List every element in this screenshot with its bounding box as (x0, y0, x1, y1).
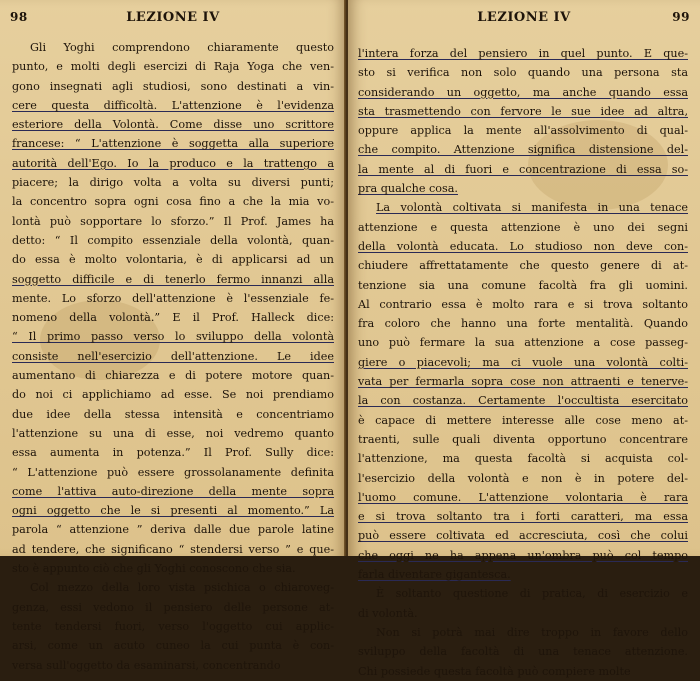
text-line: pra qualche cosa. (358, 182, 458, 196)
text-line: l'uomo comune. L'attenzione volontaria è rara (358, 490, 688, 504)
text-line: autorità dell'Ego. Io la produco e la trattengo a (12, 156, 334, 170)
text-line: Chi possiede questa facoltà può compiere molte (358, 664, 631, 678)
text-line: cere questa difficoltà. L'attenzione è l'evidenza (12, 98, 334, 112)
text-line: nomeno della volontà.” E il Prof. Halleck dice: (12, 311, 334, 325)
text-line: gono insegnati agli studiosi, sono destinati a vin- (12, 79, 334, 93)
text-line: La volontà coltivata si manifesta in una tenace (376, 201, 688, 215)
text-line: lontà può sopportare lo sforzo.” Il Prof. James ha (12, 214, 334, 228)
text-line: soggetto difficile e di tenerlo fermo innanzi alla (12, 272, 334, 286)
text-line: ad tendere, che significano “ stendersi verso ” e que- (12, 542, 334, 556)
text-line: ogni oggetto che le si presenti al momento.” La (12, 504, 334, 518)
text-line: Al contrario essa è molto rara e si trova soltanto (358, 297, 688, 311)
left-page-number: 98 (10, 10, 28, 24)
text-line: tente tendersi fuori, verso l'oggetto cui applic- (12, 619, 334, 633)
text-line: e si trova soltanto tra i forti caratteri, ma essa (358, 510, 688, 524)
text-line: aumentano di chiarezza e di potere motore quan- (12, 369, 334, 383)
text-line: come l'attiva auto-direzione della mente sopra (12, 484, 334, 498)
text-line: tenzione sia una comune facoltà fra gli uomini. (358, 278, 688, 292)
text-line: arsi, come un acuto cuneo la cui punta è con- (12, 639, 334, 653)
left-page-header (0, 10, 346, 28)
text-line: di volontà. (358, 606, 418, 620)
text-line: francese: “ L'attenzione è soggetta alla superiore (12, 137, 334, 151)
text-line: l'attenzione su una di esse, noi vedremo quanto (12, 426, 334, 440)
text-line: chiudere affrettatamente che questo genere di at- (358, 259, 688, 273)
left-page-title: LEZIONE IV (126, 10, 220, 25)
text-line: l'esercizio della volontà e non è in potere del- (358, 471, 688, 485)
text-line: traenti, sulle quali diventa opportuno concentrare (358, 432, 688, 446)
text-line: detto: “ Il compito essenziale della volontà, quan- (12, 233, 334, 247)
text-line: essa aumenta in potenza.” Il Prof. Sully dice: (12, 446, 334, 460)
text-line: la con costanza. Certamente l'occultista esercitato (358, 394, 688, 408)
right-page (348, 0, 700, 678)
text-line: l'intera forza del pensiero in quel punto. E que- (358, 47, 688, 60)
right-page-title: LEZIONE IV (477, 10, 571, 25)
text-line: mente. Lo sforzo dell'attenzione è l'essenziale fe- (12, 291, 334, 305)
text-line: do essa è molto volontaria, è di applicarsi ad un (12, 253, 334, 267)
text-line: vata per fermarla sopra cose non attraenti e tenerve- (358, 375, 688, 389)
text-line: fra coloro che hanno una forte mentalità. Quando (358, 317, 688, 331)
text-line: può essere coltivata ed accresciuta, così che colui (358, 529, 688, 543)
text-line: esteriore della Volontà. Come disse uno scrittore (12, 118, 334, 132)
text-line: versa sull'oggetto da esaminarsi, concentrando (12, 658, 281, 672)
text-line: che compito. Attenzione significa distensione del- (358, 143, 688, 157)
text-line: della volontà educata. Lo studioso non deve con- (358, 239, 688, 253)
text-line: punto, e molti degli esercizi di Raja Yoga che ven- (12, 60, 334, 74)
right-page-number: 99 (672, 10, 690, 24)
text-line: piacere; la dirigo volta a volta su diversi punti; (12, 176, 334, 190)
text-line: sto è appunto ciò che gli Yoghi conoscono che sia. (12, 562, 296, 576)
text-line: farla diventare gigantesca. (358, 568, 511, 582)
right-page-header (348, 10, 700, 28)
left-page (0, 0, 347, 672)
text-line: considerando un oggetto, ma anche quando essa (358, 85, 688, 99)
text-line: l'attenzione, ma questa facoltà si acquista col- (358, 452, 688, 466)
text-line: È soltanto questione di pratica, di esercizio e (376, 587, 688, 601)
text-line: Gli Yoghi comprendono chiaramente questo (30, 41, 334, 54)
text-line: Non si potrà mai dire troppo in favore dello (376, 625, 688, 639)
right-page-body (358, 44, 688, 678)
text-line: “ Il primo passo verso lo sviluppo della volontà (12, 330, 334, 344)
text-line: sviluppo della facoltà di una tenace attenzione. (358, 645, 688, 659)
text-line: do noi ci applichiamo ad esse. Se noi prendiamo (12, 388, 334, 402)
text-line: sto si verifica non solo quando una persona sta (358, 66, 688, 80)
text-line: la concentro sopra ogni cosa fino a che la mia vo- (12, 195, 334, 209)
text-line: “ L'attenzione può essere grossolanamente definita (12, 465, 334, 479)
text-line: consiste nell'esercizio dell'attenzione. Le idee (12, 349, 334, 363)
text-line: giere o piacevoli; ma ci vuole una volontà colti- (358, 355, 688, 369)
text-line: uno può fermare la sua attenzione a cose passeg- (358, 336, 688, 350)
text-line: due idee della stessa intensità e concentriamo (12, 407, 334, 421)
text-line: è capace di mettere interesse alle cose meno at- (358, 413, 688, 427)
text-line: genza, essi vedono il pensiero delle persone at- (12, 600, 334, 614)
text-line: oppure applica la mente all'assolvimento di qual- (358, 124, 688, 138)
text-line: la mente al di fuori e concentrazione di essa so- (358, 162, 688, 176)
text-line: che oggi ne ha appena un'ombra può col tempo (358, 548, 688, 562)
text-line: sta trasmettendo con fervore le sue idee ad altra, (358, 104, 688, 118)
text-line: parola “ attenzione ” deriva dalle due parole latine (12, 523, 334, 537)
left-page-body (12, 38, 334, 672)
text-line: attenzione e questa attenzione è uno dei segni (358, 220, 688, 234)
text-line: Col mezzo della loro vista psichica o chiaroveg- (30, 581, 334, 595)
